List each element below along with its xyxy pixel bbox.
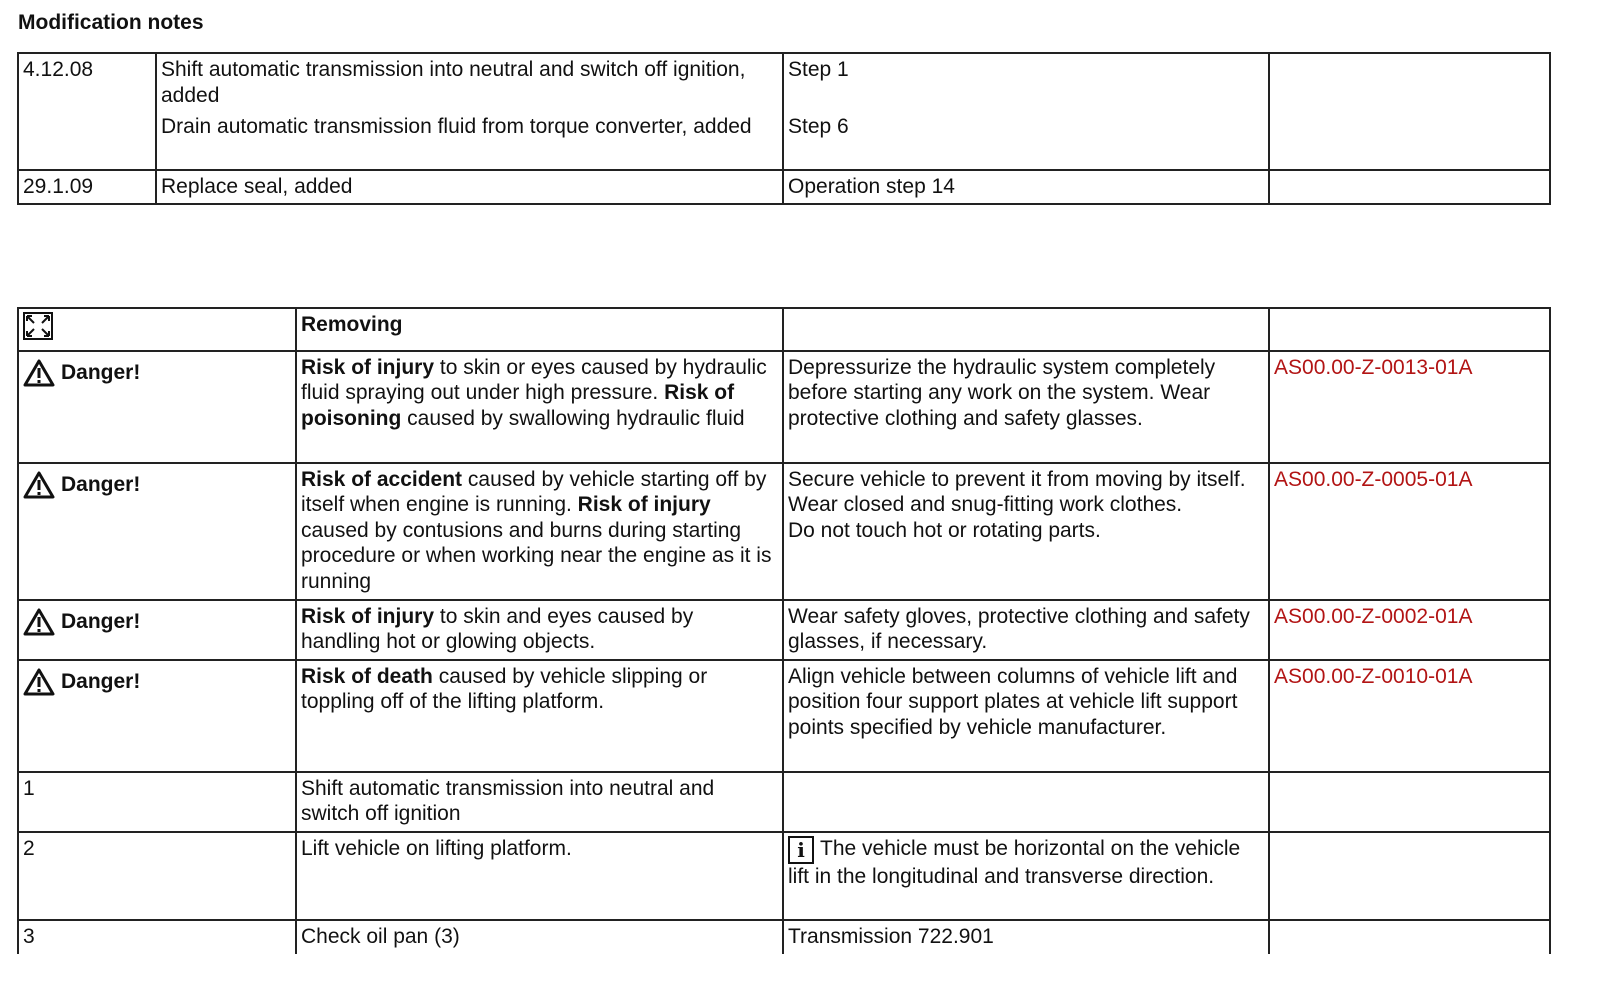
danger-row: [18, 600, 1550, 660]
safety-measure: Wear safety gloves, protective clothing and safety glasses, if necessary.: [783, 600, 1269, 660]
mod-date: 4.12.08: [18, 53, 156, 170]
table-row: [18, 170, 1550, 204]
step-number: 3: [18, 920, 296, 954]
mod-step-text: Step 1: [788, 58, 849, 81]
risk-text: to skin or eyes caused by hydraulic fluid spraying out under high pressure.: [301, 355, 767, 405]
header-icon-cell: [18, 308, 296, 351]
step-row: [18, 772, 1550, 832]
risk-text: caused by swallowing hydraulic fluid: [401, 406, 745, 430]
danger-cell: [18, 660, 296, 772]
modification-notes-heading: Modification notes: [18, 11, 204, 34]
warning-triangle-icon: [23, 668, 55, 696]
risk-bold: Risk of injury: [301, 355, 435, 379]
expand-arrows-icon: [23, 312, 53, 340]
safety-measure: [783, 463, 1269, 600]
danger-text: Danger!: [61, 472, 141, 496]
risk-bold: Risk of injury: [301, 604, 435, 628]
step-ref: [1269, 832, 1550, 920]
warning-triangle-icon: [23, 471, 55, 499]
danger-label: [23, 359, 140, 387]
reference-link[interactable]: AS00.00-Z-0002-01A: [1269, 600, 1550, 660]
step-action: Check oil pan (3): [296, 920, 783, 954]
safety-measure: Depressurize the hydraulic system completely before starting any work on the system. Wear protective clothing and safety glasses.: [783, 351, 1269, 463]
danger-label: [23, 471, 140, 499]
reference-link[interactable]: AS00.00-Z-0005-01A: [1269, 463, 1550, 600]
mod-change: Replace seal, added: [156, 170, 783, 204]
reference-link[interactable]: AS00.00-Z-0010-01A: [1269, 660, 1550, 772]
measure-line: Do not touch hot or rotating parts.: [788, 518, 1101, 542]
info-icon: i: [788, 836, 814, 864]
danger-label: [23, 608, 140, 636]
header-col3: [783, 308, 1269, 351]
risk-bold: Risk of poisoning: [301, 381, 735, 430]
step-note: [783, 772, 1269, 832]
risk-text: to skin and eyes caused by handling hot or glowing objects.: [301, 604, 694, 654]
step-action: Lift vehicle on lifting platform.: [296, 832, 783, 920]
measure-line: Wear closed and snug-fitting work clothes.: [788, 493, 1183, 517]
mod-step-text: Step 6: [788, 115, 849, 138]
mod-change: [156, 53, 783, 170]
header-col4: [1269, 308, 1550, 351]
step-note: [783, 832, 1269, 920]
step-note-text: The vehicle must be horizontal on the vehicle lift in the longitudinal and transverse direction.: [788, 836, 1241, 888]
step-number: 2: [18, 832, 296, 920]
risk-text: caused by contusions and burns during starting procedure or when working near the engine as it is running: [301, 518, 772, 594]
mod-extra: [1269, 170, 1550, 204]
danger-text: Danger!: [61, 609, 141, 633]
procedure-header-row: [18, 308, 1550, 351]
danger-row: [18, 463, 1550, 600]
step-ref: [1269, 772, 1550, 832]
danger-cell: [18, 600, 296, 660]
danger-cell: [18, 463, 296, 600]
step-note: Transmission 722.901: [783, 920, 1269, 954]
danger-row: [18, 660, 1550, 772]
risk-text: caused by vehicle starting off by itself when engine is running.: [301, 467, 767, 517]
warning-triangle-icon: [23, 608, 55, 636]
mod-step: [783, 53, 1269, 170]
step-row: [18, 920, 1550, 954]
danger-label: [23, 668, 140, 696]
risk-description: [296, 463, 783, 600]
warning-triangle-icon: [23, 359, 55, 387]
modification-notes-table: [17, 52, 1551, 205]
mod-extra: [1269, 53, 1550, 170]
danger-text: Danger!: [61, 360, 141, 384]
risk-bold: Risk of death: [301, 664, 433, 688]
procedure-title: Removing: [296, 308, 783, 351]
step-number: 1: [18, 772, 296, 832]
table-row: [18, 53, 1550, 170]
risk-bold: Risk of accident: [301, 467, 463, 491]
danger-text: Danger!: [61, 669, 141, 693]
step-row: [18, 832, 1550, 920]
mod-change-text: Drain automatic transmission fluid from torque converter, added: [161, 115, 752, 138]
mod-change-text: Shift automatic transmission into neutral and switch off ignition, added: [161, 58, 746, 107]
danger-cell: [18, 351, 296, 463]
danger-row: [18, 351, 1550, 463]
mod-step: Operation step 14: [783, 170, 1269, 204]
reference-link[interactable]: AS00.00-Z-0013-01A: [1269, 351, 1550, 463]
procedure-table: [17, 307, 1551, 954]
measure-line: Secure vehicle to prevent it from moving by itself.: [788, 467, 1246, 491]
step-action: Shift automatic transmission into neutral and switch off ignition: [296, 772, 783, 832]
risk-description: [296, 600, 783, 660]
risk-description: [296, 351, 783, 463]
risk-text: caused by vehicle slipping or toppling off of the lifting platform.: [301, 664, 708, 714]
safety-measure: Align vehicle between columns of vehicle lift and position four support plates at vehicle lift support points specified by vehicle manufacturer.: [783, 660, 1269, 772]
step-ref: [1269, 920, 1550, 954]
mod-date: 29.1.09: [18, 170, 156, 204]
risk-description: [296, 660, 783, 772]
risk-bold: Risk of injury: [577, 493, 711, 517]
